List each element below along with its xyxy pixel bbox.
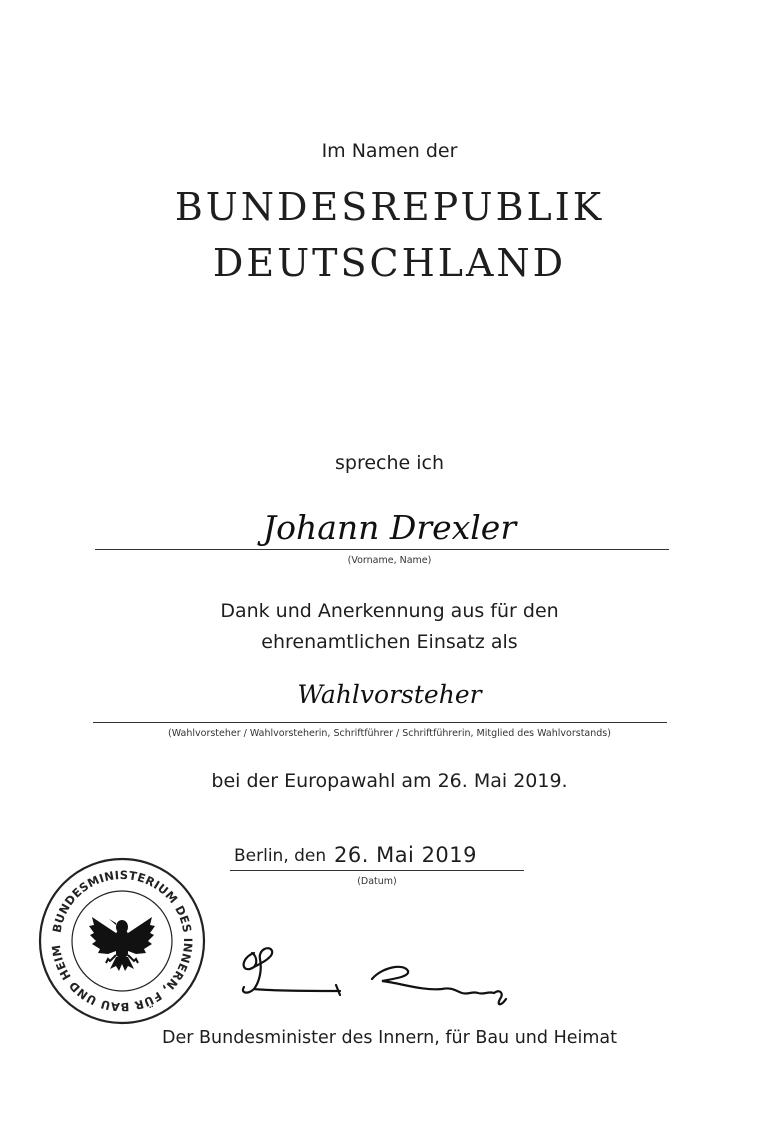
intro-text: Im Namen der (321, 140, 458, 162)
dank-text (0, 596, 779, 658)
title-line-2: DEUTSCHLAND (212, 241, 567, 285)
name-caption: (Vorname, Name) (347, 555, 432, 566)
spreche-text: spreche ich (334, 452, 445, 474)
dank-line-1: Dank und Anerkennung aus für den (220, 600, 559, 622)
minister-title: Der Bundesminister des Innern, für Bau und Heimat (162, 1028, 617, 1048)
recipient-name: Johann Drexler (262, 508, 517, 547)
date-caption: (Datum) (357, 876, 397, 887)
city-label: Berlin, den (234, 846, 327, 866)
role-value: Wahlvorsteher (297, 680, 482, 709)
name-rule (95, 549, 669, 550)
federal-eagle-icon (89, 917, 155, 971)
seal-ring-text: BUNDESMINISTERIUM DES INNERN, FÜR BAU UND HEIM (48, 867, 196, 1015)
ministry-seal (36, 855, 208, 1027)
date-value: 26. Mai 2019 (334, 843, 478, 867)
election-text: bei der Europawahl am 26. Mai 2019. (211, 770, 568, 792)
minister-signature (232, 935, 532, 1015)
role-rule (93, 722, 667, 723)
dank-line-2: ehrenamtlichen Einsatz als (261, 631, 518, 653)
date-rule (230, 870, 524, 871)
title-line-1: BUNDESREPUBLIK (174, 185, 605, 229)
role-caption: (Wahlvorsteher / Wahlvorsteherin, Schriftführer / Schriftführerin, Mitglied des Wahlvorstands) (168, 728, 611, 739)
